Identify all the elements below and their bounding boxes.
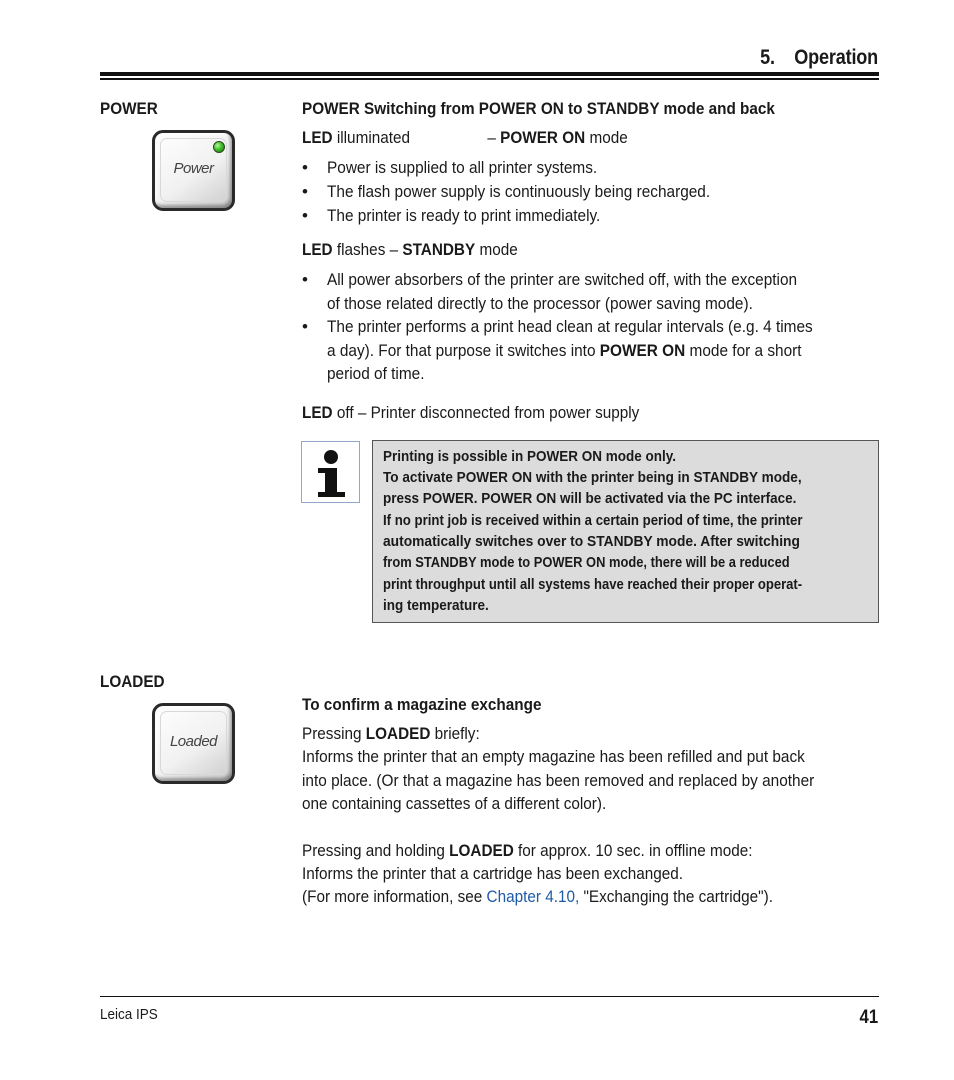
loaded-p1-line: one containing cassettes of a different color).: [302, 794, 607, 813]
info-note-box: [372, 440, 879, 623]
power-side-label: POWER: [100, 99, 158, 118]
footer-product-name: Leica IPS: [100, 1006, 158, 1023]
chapter-link[interactable]: Chapter 4.10,: [486, 887, 580, 906]
header-rule-thick: [100, 72, 879, 76]
loaded-p1-line: Informs the printer that an empty magazine has been refilled and put back: [302, 747, 805, 766]
led-on-line: LED illuminated – POWER ON mode: [302, 128, 628, 147]
led-indicator-icon: [213, 141, 225, 153]
page-number: 41: [859, 1007, 878, 1028]
loaded-side-label: LOADED: [100, 672, 165, 691]
led-flash-line: LED flashes – STANDBY mode: [302, 240, 518, 259]
header-rule-thin: [100, 78, 879, 80]
note-line: print throughput until all systems have reached their proper operat-: [383, 576, 803, 593]
power-button-label: Power: [173, 160, 214, 177]
power-heading: POWER Switching from POWER ON to STANDBY mode and back: [302, 99, 775, 118]
note-line: press POWER. POWER ON will be activated via the PC interface.: [383, 490, 797, 507]
loaded-p2-line: (For more information, see Chapter 4.10, "Exchanging the cartridge").: [302, 887, 773, 906]
loaded-button-label: Loaded: [169, 733, 218, 750]
loaded-p1-intro: Pressing LOADED briefly:: [302, 724, 480, 743]
loaded-p2-line: Informs the printer that a cartridge has been exchanged.: [302, 864, 684, 883]
info-icon: [301, 441, 360, 503]
loaded-button-icon: [152, 703, 235, 784]
note-line: To activate POWER ON with the printer being in STANDBY mode,: [383, 469, 802, 486]
note-line: Printing is possible in POWER ON mode only.: [383, 448, 677, 465]
led-off-line: LED off – Printer disconnected from power supply: [302, 403, 640, 422]
footer-rule: [100, 996, 879, 997]
note-line: If no print job is received within a certain period of time, the printer: [383, 512, 803, 529]
note-line: ing temperature.: [383, 597, 489, 614]
loaded-p2-intro: Pressing and holding LOADED for approx. 10 sec. in offline mode:: [302, 841, 753, 860]
section-title: 5. Operation: [760, 46, 878, 69]
loaded-heading: To confirm a magazine exchange: [302, 695, 542, 714]
loaded-p1-line: into place. (Or that a magazine has been removed and replaced by another: [302, 771, 815, 790]
power-button-icon: [152, 130, 235, 211]
note-line: from STANDBY mode to POWER ON mode, there will be a reduced: [383, 554, 790, 571]
note-line: automatically switches over to STANDBY mode. After switching: [383, 533, 800, 550]
